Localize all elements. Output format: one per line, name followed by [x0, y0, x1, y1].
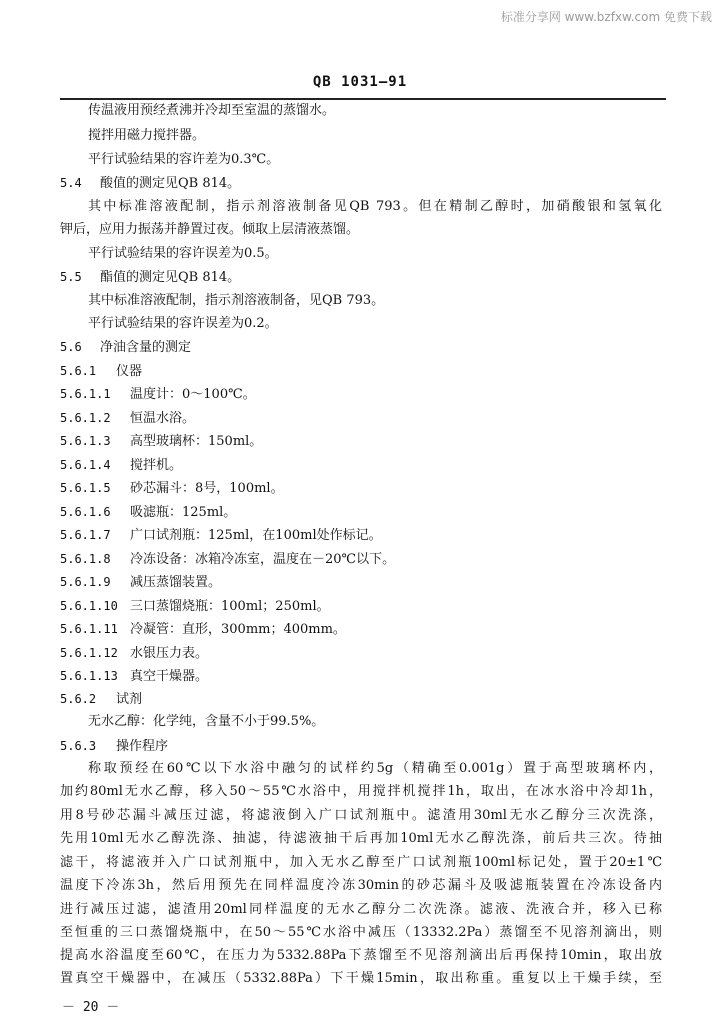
section-title: 净油含量的测定 — [100, 340, 192, 355]
section-title: 酸值的测定见QB 814。 — [100, 176, 241, 191]
section-title: 酯值的测定见QB 814。 — [100, 270, 241, 285]
item-number: 5.6.1.6 — [60, 505, 111, 519]
header-rule — [60, 98, 666, 100]
section-title: 操作程序 — [116, 739, 169, 754]
instrument-item — [60, 667, 208, 686]
section-number: 5.4 — [60, 176, 82, 190]
instrument-item — [60, 644, 208, 663]
instrument-item — [60, 597, 330, 616]
section-5-6-3 — [60, 737, 168, 756]
item-number: 5.6.1.2 — [60, 411, 111, 425]
watermark: 标准分享网 www.bzfxw.com 免费下载 — [500, 10, 712, 24]
item-text: 冷凝管：直形，300mm；400mm。 — [130, 622, 346, 637]
item-number: 5.6.1.10 — [60, 599, 118, 613]
text-line: 无水乙醇：化学纯，含量不小于99.5%。 — [88, 714, 325, 729]
text-line: 其中标准溶液配制，指示剂溶液制备见QB 793。但在精制乙醇时，加硝酸银和氢氧化 — [88, 199, 662, 214]
section-title: 仪器 — [116, 364, 143, 379]
item-text: 恒温水浴。 — [130, 411, 196, 426]
section-5-4 — [60, 174, 240, 193]
text-line: 搅拌用磁力搅拌器。 — [88, 128, 206, 143]
procedure-line: 进行减压过滤，滤渣用20ml同样温度的无水乙醇分二次洗涤。滤液、洗液合并，移入已称 — [60, 902, 662, 917]
standard-header: QB 1031—91 — [312, 74, 408, 90]
procedure-line: 先用10ml无水乙醇洗涤、抽滤，待滤液抽干后再加10ml无水乙醇洗涤，前后共三次。待抽 — [60, 831, 662, 846]
instrument-item — [60, 503, 236, 522]
section-number: 5.6 — [60, 340, 82, 354]
instrument-item — [60, 550, 395, 569]
instrument-item — [60, 526, 382, 545]
section-5-5 — [60, 268, 240, 287]
procedure-line: 加约80ml无水乙醇，移入50～55℃水浴中，用搅拌机搅拌1h，取出，在冰水浴中冷却1h， — [60, 784, 662, 799]
text-line: 其中标准溶液配制，指示剂溶液制备，见QB 793。 — [88, 293, 385, 308]
item-text: 高型玻璃杯：150ml。 — [130, 434, 263, 449]
item-number: 5.6.1.4 — [60, 458, 111, 472]
item-text: 真空干燥器。 — [130, 669, 209, 684]
item-text: 冷冻设备：冰箱冷冻室，温度在－20℃以下。 — [130, 552, 396, 567]
item-number: 5.6.1.7 — [60, 528, 111, 542]
item-text: 水银压力表。 — [130, 646, 209, 661]
item-text: 吸滤瓶：125ml。 — [130, 505, 237, 520]
text-line: 平行试验结果的容许误差为0.5。 — [88, 246, 278, 261]
procedure-line: 称取预经在60℃以下水浴中融匀的试样约5g（精确至0.001g）置于高型玻璃杯内， — [88, 761, 662, 776]
item-text: 三口蒸馏烧瓶：100ml；250ml。 — [130, 599, 330, 614]
procedure-line: 提高水浴温度至60℃，在压力为5332.88Pa下蒸馏至不见溶剂滴出后再保持10min，取出放 — [60, 948, 662, 963]
instrument-item — [60, 573, 221, 592]
section-5-6-1 — [60, 362, 142, 381]
section-title: 试剂 — [116, 692, 143, 707]
text-line: 平行试验结果的容许误差为0.2。 — [88, 316, 278, 331]
procedure-line: 置真空干燥器中，在减压（5332.88Pa）下干燥15min，取出称重。重复以上干燥手续，至 — [60, 971, 662, 986]
instrument-item — [60, 409, 195, 428]
instrument-item — [60, 432, 262, 451]
section-5-6-2 — [60, 690, 142, 709]
item-number: 5.6.1.1 — [60, 387, 111, 401]
section-number: 5.5 — [60, 270, 82, 284]
item-number: 5.6.1.11 — [60, 622, 118, 636]
item-text: 砂芯漏斗：8号，100ml。 — [130, 481, 284, 496]
item-number: 5.6.1.8 — [60, 552, 111, 566]
page-number: － 20 － — [62, 1000, 120, 1015]
section-5-6 — [60, 338, 191, 357]
instrument-item — [60, 385, 256, 404]
item-text: 广口试剂瓶：125ml，在100ml处作标记。 — [130, 528, 382, 543]
item-text: 搅拌机。 — [130, 458, 183, 473]
procedure-line: 滤干，将滤液并入广口试剂瓶中，加入无水乙醇至广口试剂瓶100ml标记处，置于20±1℃ — [60, 855, 662, 870]
item-number: 5.6.1.12 — [60, 646, 118, 660]
section-number: 5.6.2 — [60, 692, 97, 706]
item-text: 减压蒸馏装置。 — [130, 575, 222, 590]
instrument-item — [60, 620, 346, 639]
instrument-item — [60, 456, 182, 475]
item-number: 5.6.1.13 — [60, 669, 118, 683]
text-line: 平行试验结果的容许差为0.3℃。 — [88, 152, 280, 167]
item-number: 5.6.1.9 — [60, 575, 111, 589]
item-number: 5.6.1.3 — [60, 434, 111, 448]
instrument-item — [60, 479, 284, 498]
text-line: 传温液用预经煮沸并冷却至室温的蒸馏水。 — [88, 103, 336, 118]
procedure-line: 用8号砂芯漏斗减压过滤，将滤液倒入广口试剂瓶中。滤渣用30ml无水乙醇分三次洗涤， — [60, 808, 662, 823]
item-number: 5.6.1.5 — [60, 481, 111, 495]
section-number: 5.6.1 — [60, 364, 97, 378]
procedure-line: 至恒重的三口蒸馏烧瓶中，在50～55℃水浴中减压（13332.2Pa）蒸馏至不见溶剂滴出，则 — [60, 925, 662, 940]
procedure-line: 温度下冷冻3h，然后用预先在同样温度冷冻30min的砂芯漏斗及吸滤瓶装置在冷冻设备内 — [60, 878, 662, 893]
item-text: 温度计：0～100℃。 — [130, 387, 256, 402]
text-line: 钾后，应用力振荡并静置过夜。倾取上层清液蒸馏。 — [60, 222, 360, 237]
section-number: 5.6.3 — [60, 739, 97, 753]
